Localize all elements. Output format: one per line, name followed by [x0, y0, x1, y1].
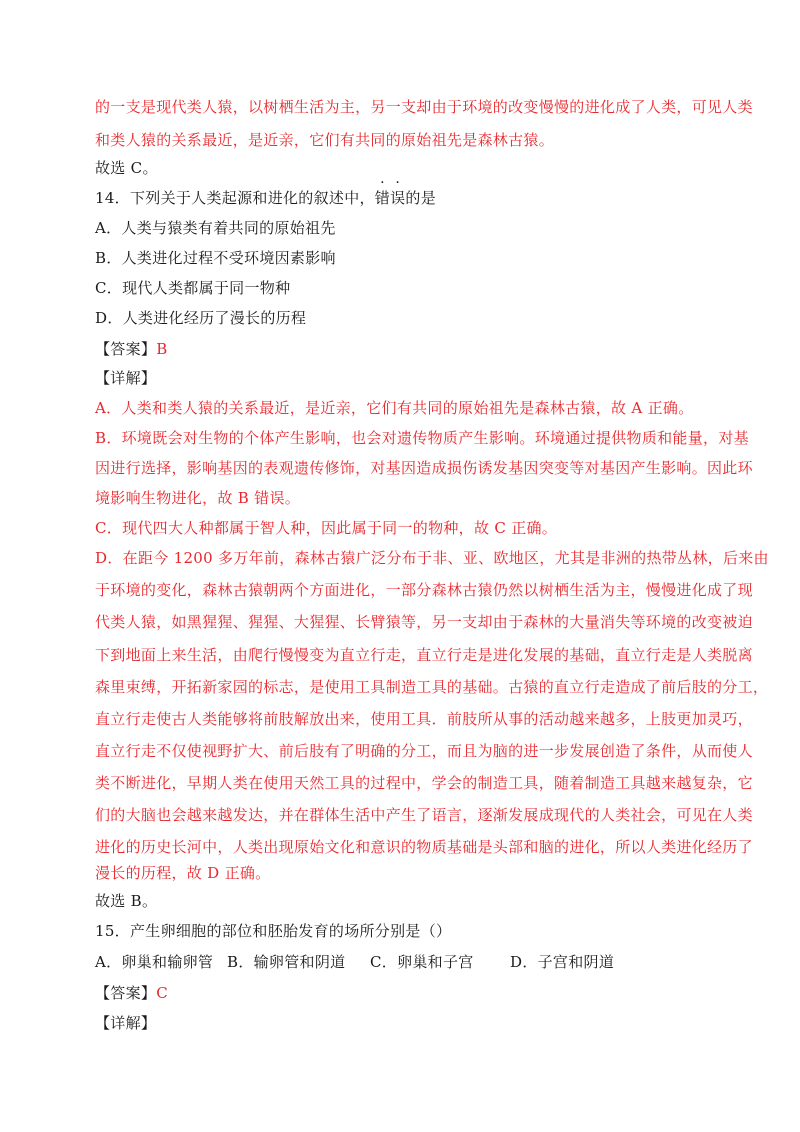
q14-detail-line: 境影响生物进化，故 B 错误。: [95, 489, 301, 507]
q14-detail-line: A．人类和类人猿的关系最近，是近亲，它们有共同的原始祖先是森林古猿，故 A 正确。: [95, 399, 694, 417]
q15-answer: [95, 983, 715, 1003]
question-14-stem: [95, 188, 715, 208]
q14-option-b: B．人类进化过程不受环境因素影响: [95, 249, 336, 267]
q14-detail-line: 代类人猿，如黑猩猩、猩猩、大猩猩、长臂猿等，另一支却由于森林的大量消失等环境的改变被迫: [95, 613, 753, 631]
prev-detail-line-2: 和类人猿的关系最近，是近亲，它们有共同的原始祖先是森林古猿。: [95, 131, 555, 149]
q14-answer-value: B: [156, 340, 168, 358]
prev-detail-line-1: 的一支是现代类人猿，以树栖生活为主，另一支却由于环境的改变慢慢的进化成了人类，可见人类: [95, 98, 753, 116]
q14-answer: [95, 339, 715, 359]
q14-detail-line: 们的大脑也会越来越发达，并在群体生活中产生了语言，逐渐发展成现代的人类社会，可见在人类: [95, 806, 753, 824]
q14-answer-tag: 【答案】: [95, 340, 157, 358]
q15-answer-tag: 【答案】: [95, 984, 157, 1002]
q14-detail-line: 直立行走不仅使视野扩大、前后肢有了明确的分工，而且为脑的进一步发展创造了条件，从而使人: [95, 742, 753, 760]
q15-option-a: A．卵巢和输卵管: [95, 953, 214, 971]
q15-options: [95, 952, 715, 972]
q14-detail-line: 于环境的变化，森林古猿朝两个方面进化，一部分森林古猿仍然以树栖生活为主，慢慢进化成了现: [95, 581, 753, 599]
q14-detail-line: 因进行选择，影响基因的表观遗传修饰，对基因造成损伤诱发基因突变等对基因产生影响。因此环: [95, 459, 753, 477]
q14-conclusion: 故选 B。: [95, 892, 158, 910]
q15-option-d: D．子宫和阴道: [510, 953, 615, 971]
q14-detail-line: C．现代四大人种都属于智人种，因此属于同一的物种，故 C 正确。: [95, 519, 558, 537]
q14-detail-line: B．环境既会对生物的个体产生影响，也会对遗传物质产生影响。环境通过提供物质和能量，对基: [95, 429, 749, 447]
q14-detail-line: 下到地面上来生活，由爬行慢慢变为直立行走，直立行走是进化发展的基础，直立行走是人类脱离: [95, 646, 753, 664]
q14-option-a: A．人类与猿类有着共同的原始祖先: [95, 219, 336, 237]
q15-option-c: C．卵巢和子宫: [370, 953, 474, 971]
q15-answer-value: C: [156, 984, 168, 1002]
q14-option-c: C．现代人类都属于同一物种: [95, 279, 291, 297]
q14-detail-line: 森里束缚，开拓新家园的标志，是使用工具制造工具的基础。古猿的直立行走造成了前后肢的分工，: [95, 678, 769, 696]
q14-detail-line: 类不断进化，早期人类在使用天然工具的过程中，学会的制造工具，随着制造工具越来越复杂，它: [95, 774, 753, 792]
q14-stem-emphasis-1: 错: [374, 189, 391, 207]
q14-detail-line: 直立行走使古人类能够将前肢解放出来，使用工具．前肢所从事的活动越来越多，上肢更加灵巧，: [95, 710, 753, 728]
prev-conclusion: 故选 C。: [95, 159, 158, 177]
question-15-stem: 15．产生卵细胞的部位和胚胎发育的场所分别是（）: [95, 922, 452, 940]
q14-detail-line: D．在距今 1200 多万年前，森林古猿广泛分布于非、亚、欧地区，尤其是非洲的热带丛林，后来由: [95, 549, 769, 567]
q14-stem-before: 14．下列关于人类起源和进化的叙述中，: [95, 189, 375, 207]
q15-detail-tag: 【详解】: [95, 1014, 157, 1032]
q14-detail-tag: 【详解】: [95, 369, 157, 387]
q14-stem-emphasis-2: 误: [390, 189, 406, 207]
q14-stem-after: 的是: [405, 189, 437, 207]
q14-option-d: D．人类进化经历了漫长的历程: [95, 309, 307, 327]
q15-option-b: B．输卵管和阴道: [227, 953, 346, 971]
q14-detail-line: 进化的历史长河中，人类出现原始文化和意识的物质基础是头部和脑的进化，所以人类进化经历了: [95, 838, 753, 856]
q14-detail-line: 漫长的历程，故 D 正确。: [95, 864, 271, 882]
